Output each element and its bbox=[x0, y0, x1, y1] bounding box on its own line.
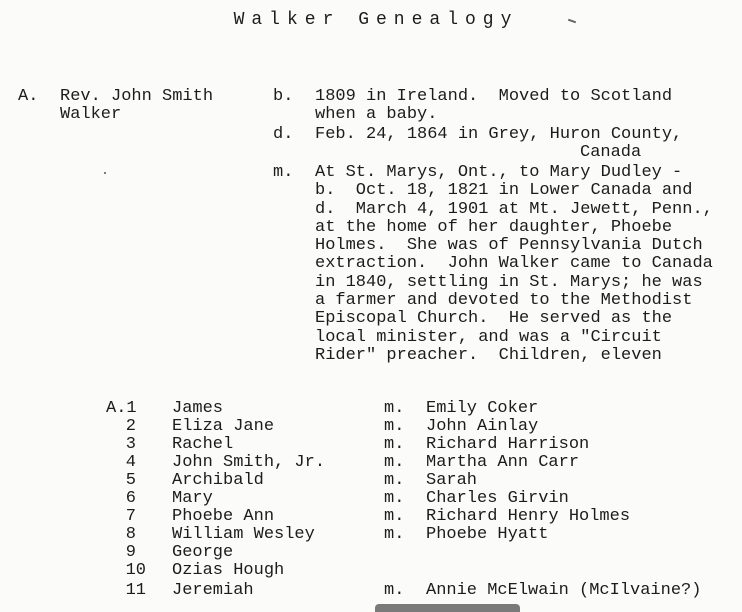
married-line: Episcopal Church. He served as the bbox=[315, 309, 673, 329]
child-name: George bbox=[172, 543, 234, 562]
married-line: Holmes. She was of Pennsylvania Dutch bbox=[315, 236, 703, 256]
scan-edge-shadow bbox=[375, 604, 520, 612]
child-married-code: m. bbox=[384, 435, 405, 454]
child-number: 5 bbox=[125, 471, 136, 490]
child-name: Ozias Hough bbox=[172, 561, 285, 580]
child-married-code: m. bbox=[384, 399, 405, 418]
child-spouse: Charles Girvin bbox=[426, 489, 569, 508]
born-code: b. bbox=[273, 87, 294, 106]
child-number: 11 bbox=[125, 581, 146, 600]
child-married-code: m. bbox=[384, 489, 405, 508]
child-name: Phoebe Ann bbox=[172, 507, 275, 526]
entry-name-line2: Walker bbox=[60, 105, 122, 124]
child-number: 9 bbox=[125, 543, 136, 562]
child-name: Archibald bbox=[172, 471, 264, 490]
married-code: m. bbox=[273, 163, 294, 182]
child-number: 3 bbox=[125, 435, 136, 454]
married-line: extraction. John Walker came to Canada bbox=[315, 254, 713, 274]
child-married-code: m. bbox=[384, 581, 405, 600]
married-line: At St. Marys, Ont., to Mary Dudley - bbox=[315, 163, 683, 182]
child-row bbox=[0, 436, 742, 454]
child-row bbox=[0, 400, 742, 418]
child-row bbox=[0, 508, 742, 526]
child-spouse: John Ainlay bbox=[426, 417, 539, 436]
child-row bbox=[0, 582, 742, 600]
child-name: Eliza Jane bbox=[172, 417, 275, 436]
born-text bbox=[315, 88, 672, 125]
child-row bbox=[0, 544, 742, 562]
child-spouse: Richard Henry Holmes bbox=[426, 507, 631, 526]
child-married-code: m. bbox=[384, 417, 405, 436]
born-line: 1809 in Ireland. Moved to Scotland bbox=[315, 87, 673, 106]
child-name: William Wesley bbox=[172, 525, 315, 544]
child-married-code: m. bbox=[384, 507, 405, 526]
married-line: d. March 4, 1901 at Mt. Jewett, Penn., bbox=[315, 199, 713, 219]
child-row bbox=[0, 472, 742, 490]
child-number: 6 bbox=[125, 489, 136, 508]
child-spouse: Annie McElwain (McIlvaine?) bbox=[426, 581, 702, 600]
married-line: local minister, and was a "Circuit bbox=[315, 327, 662, 347]
child-married-code: m. bbox=[384, 471, 405, 490]
child-name: John Smith, Jr. bbox=[172, 453, 326, 472]
child-name: Mary bbox=[172, 489, 213, 508]
child-number: 2 bbox=[125, 417, 136, 436]
scan-speck bbox=[104, 172, 106, 174]
child-name: James bbox=[172, 399, 224, 418]
child-row bbox=[0, 526, 742, 544]
died-line: Canada bbox=[580, 143, 642, 163]
born-line: when a baby. bbox=[315, 105, 438, 125]
married-line: in 1840, settling in St. Marys; he was bbox=[315, 272, 703, 292]
child-spouse: Phoebe Hyatt bbox=[426, 525, 549, 544]
child-married-code: m. bbox=[384, 453, 405, 472]
page-title: Walker Genealogy bbox=[233, 10, 519, 30]
married-line: b. Oct. 18, 1821 in Lower Canada and bbox=[315, 181, 693, 201]
child-name: Rachel bbox=[172, 435, 234, 454]
child-number: 10 bbox=[125, 561, 146, 580]
entry-label: A. bbox=[18, 87, 39, 106]
child-number: 4 bbox=[125, 453, 136, 472]
entry-name-line1: Rev. John Smith bbox=[60, 87, 214, 106]
died-line: Feb. 24, 1864 in Grey, Huron County, bbox=[315, 125, 683, 144]
child-number: 7 bbox=[125, 507, 136, 526]
child-row bbox=[0, 454, 742, 472]
married-line: at the home of her daughter, Phoebe bbox=[315, 217, 673, 237]
died-code: d. bbox=[273, 125, 294, 144]
child-spouse: Richard Harrison bbox=[426, 435, 590, 454]
child-number: 8 bbox=[125, 525, 136, 544]
child-name: Jeremiah bbox=[172, 581, 254, 600]
child-row bbox=[0, 418, 742, 436]
child-number: A.1 bbox=[106, 399, 137, 418]
married-text bbox=[315, 164, 713, 365]
child-spouse: Sarah bbox=[426, 471, 478, 490]
married-line: a farmer and devoted to the Methodist bbox=[315, 291, 693, 311]
married-line: Rider" preacher. Children, eleven bbox=[315, 345, 662, 365]
child-row bbox=[0, 562, 742, 580]
child-spouse: Emily Coker bbox=[426, 399, 539, 418]
died-text bbox=[315, 126, 682, 163]
child-married-code: m. bbox=[384, 525, 405, 544]
child-spouse: Martha Ann Carr bbox=[426, 453, 580, 472]
child-row bbox=[0, 490, 742, 508]
